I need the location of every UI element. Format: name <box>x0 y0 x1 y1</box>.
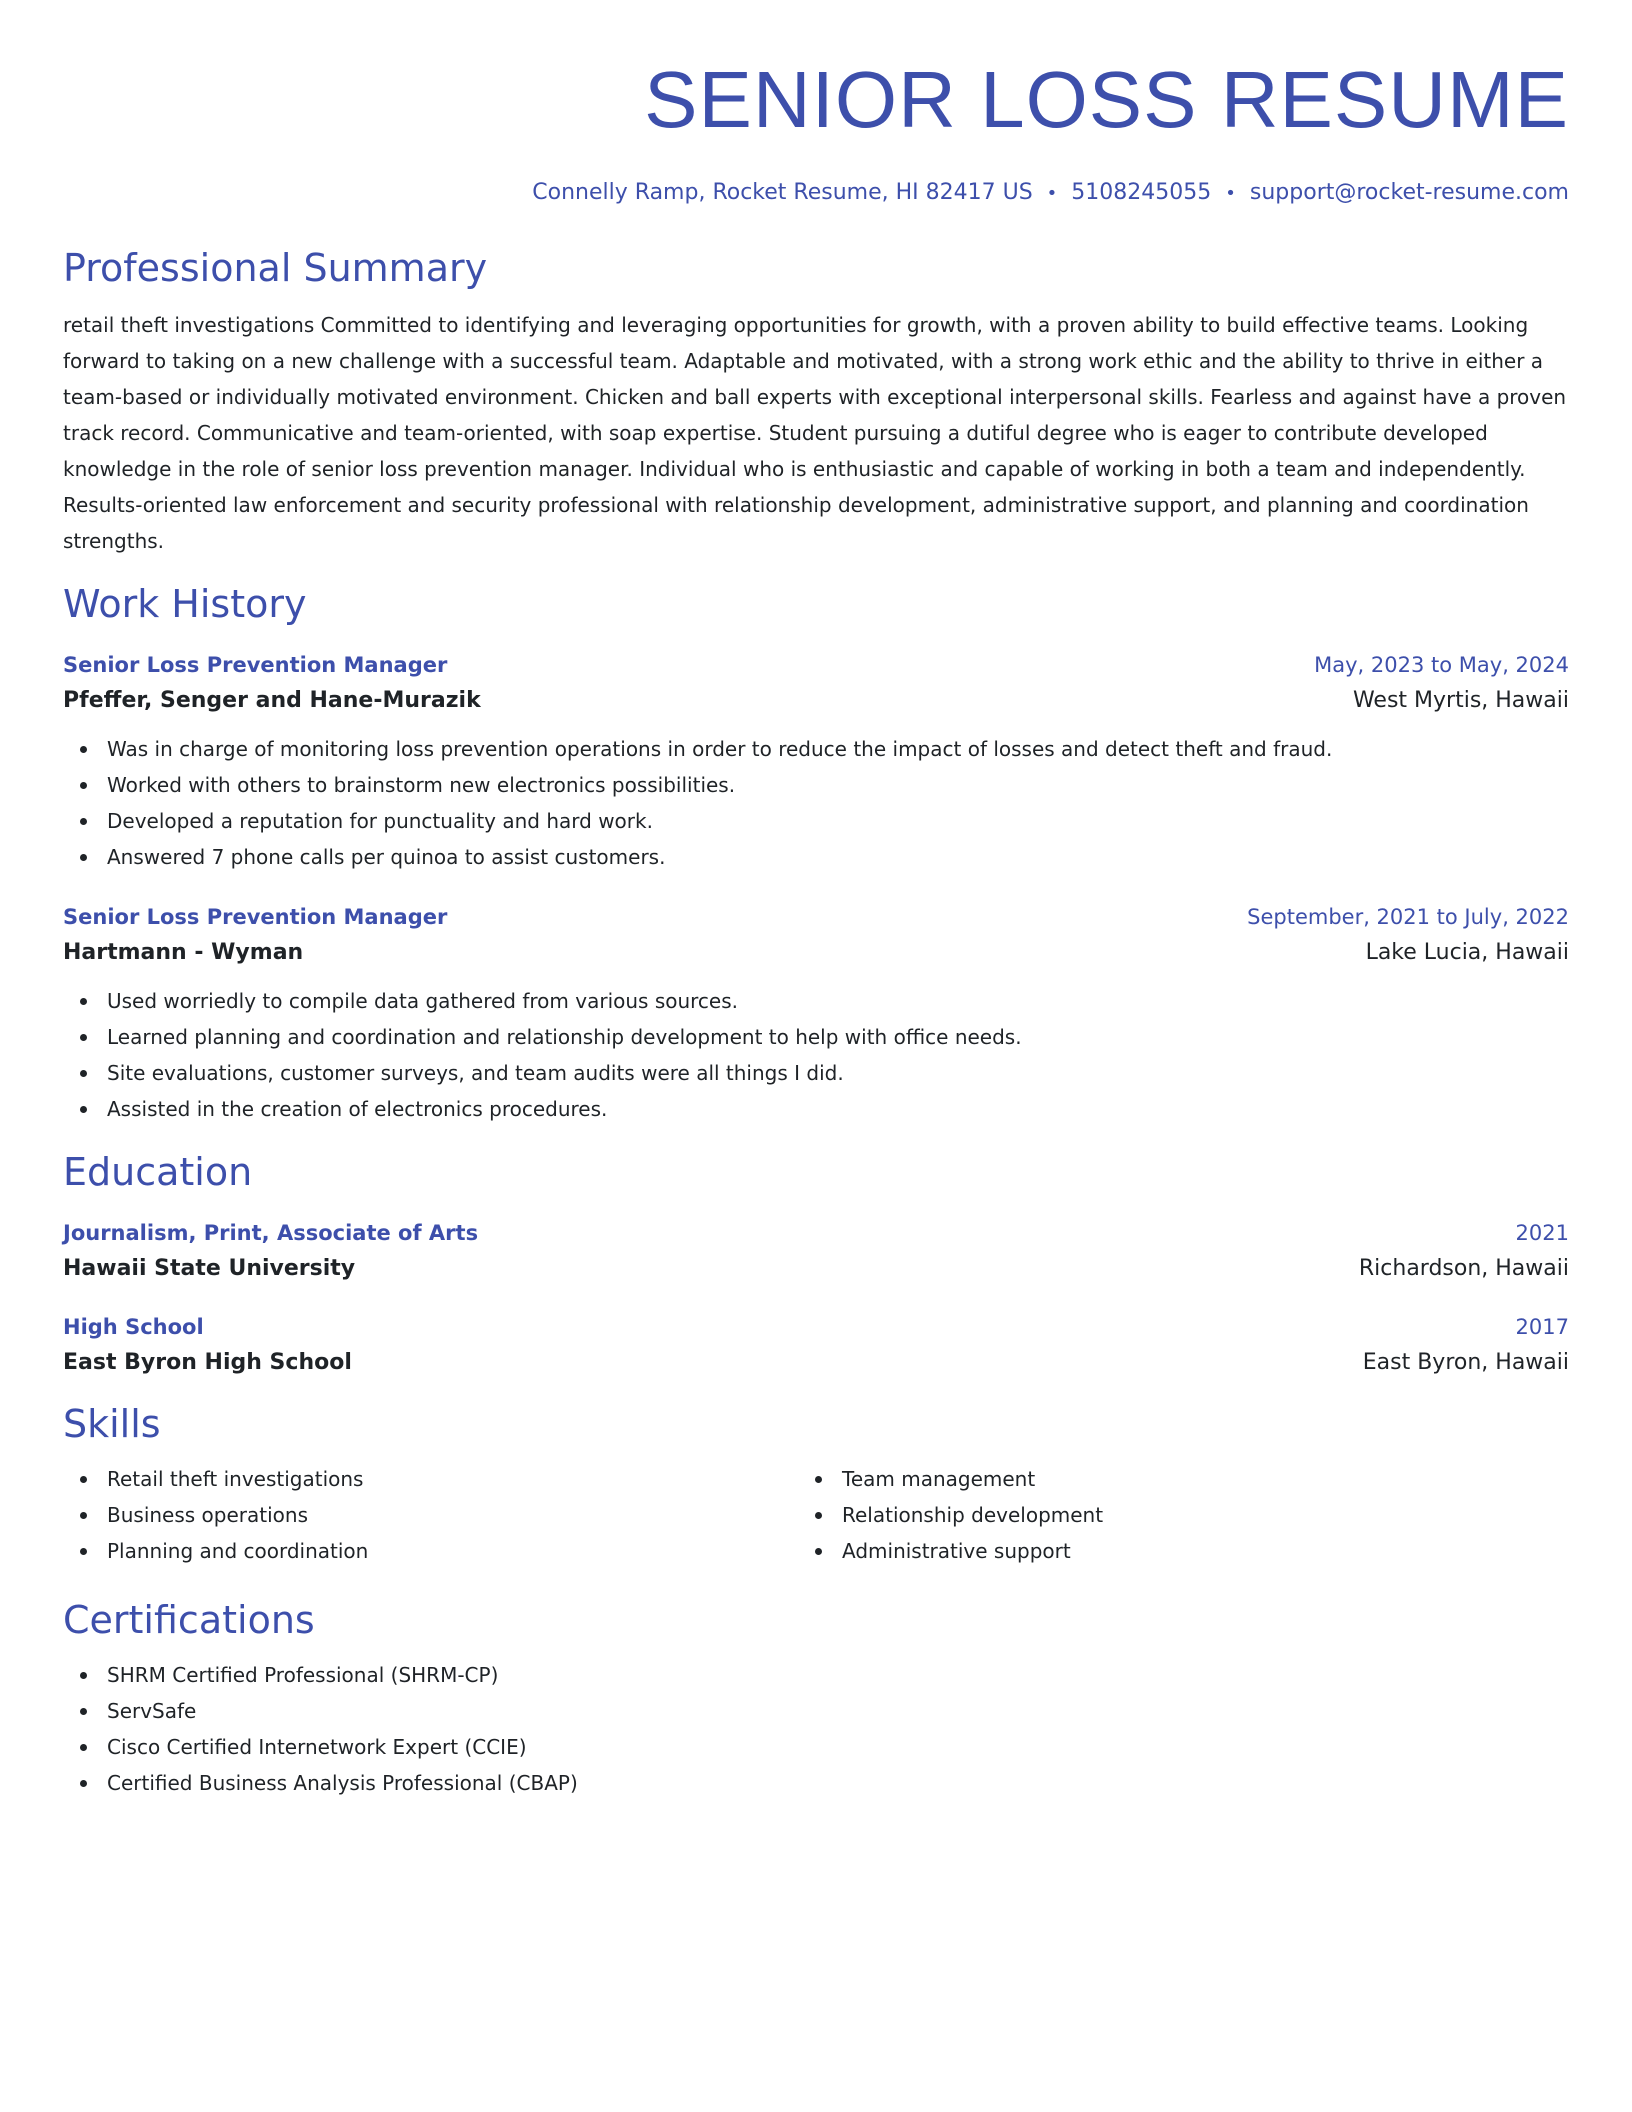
job-bullets <box>63 983 1569 1127</box>
work-history-heading: Work History <box>63 582 307 626</box>
certification-item: Certified Business Analysis Professional (CBAP) <box>107 1765 1569 1801</box>
education-entry <box>63 1309 1569 1381</box>
certifications-heading: Certifications <box>63 1598 315 1642</box>
skills-heading: Skills <box>63 1402 161 1446</box>
job-bullet: Answered 7 phone calls per quinoa to assist customers. <box>107 839 1569 875</box>
job-location: West Myrtis, Hawaii <box>1352 688 1569 713</box>
skills-grid <box>63 1461 1569 1569</box>
contact-line <box>63 178 1569 209</box>
job-bullet: Assisted in the creation of electronics procedures. <box>107 1091 1569 1127</box>
skills-column-left <box>63 1461 798 1569</box>
education-school: Hawaii State University <box>63 1256 356 1281</box>
job-bullet: Developed a reputation for punctuality and hard work. <box>107 803 1569 839</box>
education-year: 2017 <box>1515 1315 1569 1339</box>
job-title: Senior Loss Prevention Manager <box>63 653 448 677</box>
job-bullet: Used worriedly to compile data gathered from various sources. <box>107 983 1569 1019</box>
certifications-list <box>63 1657 1569 1801</box>
contact-email[interactable]: support@rocket-resume.com <box>1249 180 1569 205</box>
skill-item: Planning and coordination <box>107 1533 798 1569</box>
skills-column-right <box>798 1461 1533 1569</box>
skill-item: Relationship development <box>842 1497 1533 1533</box>
job-dates: September, 2021 to July, 2022 <box>1247 905 1569 929</box>
resume-name: SENIOR LOSS RESUME <box>644 55 1569 144</box>
separator-dot: • <box>1225 183 1236 204</box>
summary-heading: Professional Summary <box>63 246 488 290</box>
job-company: Hartmann - Wyman <box>63 940 304 965</box>
certification-item: Cisco Certified Internetwork Expert (CCIE) <box>107 1729 1569 1765</box>
education-degree: Journalism, Print, Associate of Arts <box>63 1221 479 1245</box>
education-year: 2021 <box>1515 1221 1569 1245</box>
job-entry <box>63 899 1569 1127</box>
certification-item: SHRM Certified Professional (SHRM-CP) <box>107 1657 1569 1693</box>
job-bullet: Was in charge of monitoring loss prevention operations in order to reduce the impact of losses and detect theft and fraud. <box>107 731 1569 767</box>
skill-item: Retail theft investigations <box>107 1461 798 1497</box>
education-entry <box>63 1215 1569 1287</box>
contact-phone: 5108245055 <box>1071 180 1212 205</box>
education-school: East Byron High School <box>63 1350 352 1375</box>
job-bullet: Site evaluations, customer surveys, and team audits were all things I did. <box>107 1055 1569 1091</box>
certification-item: ServSafe <box>107 1693 1569 1729</box>
job-bullets <box>63 731 1569 875</box>
job-dates: May, 2023 to May, 2024 <box>1314 653 1569 677</box>
skill-item: Team management <box>842 1461 1533 1497</box>
job-entry <box>63 647 1569 875</box>
education-location: Richardson, Hawaii <box>1358 1256 1569 1281</box>
education-degree: High School <box>63 1315 204 1339</box>
skill-item: Administrative support <box>842 1533 1533 1569</box>
contact-address: Connelly Ramp, Rocket Resume, HI 82417 US <box>532 180 1033 205</box>
education-heading: Education <box>63 1150 253 1194</box>
job-location: Lake Lucia, Hawaii <box>1365 940 1569 965</box>
summary-text: retail theft investigations Committed to identifying and leveraging opportunities for growth, with a proven ability to build effective teams. Looking forward to taking on a new challenge with a successful team. Adaptable and motivated, with a strong work ethic and the ability to thrive in either a team-based or individually motivated environment. Chicken and ball experts with exceptional interpersonal skills. Fearless and against have a proven track record. Communicative and team-oriented, with soap expertise. Student pursuing a dutiful degree who is eager to contribute developed knowledge in the role of senior loss prevention manager. Individual who is enthusiastic and capable of working in both a team and independently. Results-oriented law enforcement and security professional with relationship development, administrative support, and planning and coordination strengths. <box>63 313 1567 553</box>
skill-item: Business operations <box>107 1497 798 1533</box>
education-location: East Byron, Hawaii <box>1362 1350 1569 1375</box>
job-bullet: Worked with others to brainstorm new electronics possibilities. <box>107 767 1569 803</box>
job-title: Senior Loss Prevention Manager <box>63 905 448 929</box>
job-company: Pfeffer, Senger and Hane-Murazik <box>63 688 481 713</box>
separator-dot: • <box>1046 183 1058 204</box>
resume-header <box>63 52 1569 209</box>
job-bullet: Learned planning and coordination and relationship development to help with office needs. <box>107 1019 1569 1055</box>
